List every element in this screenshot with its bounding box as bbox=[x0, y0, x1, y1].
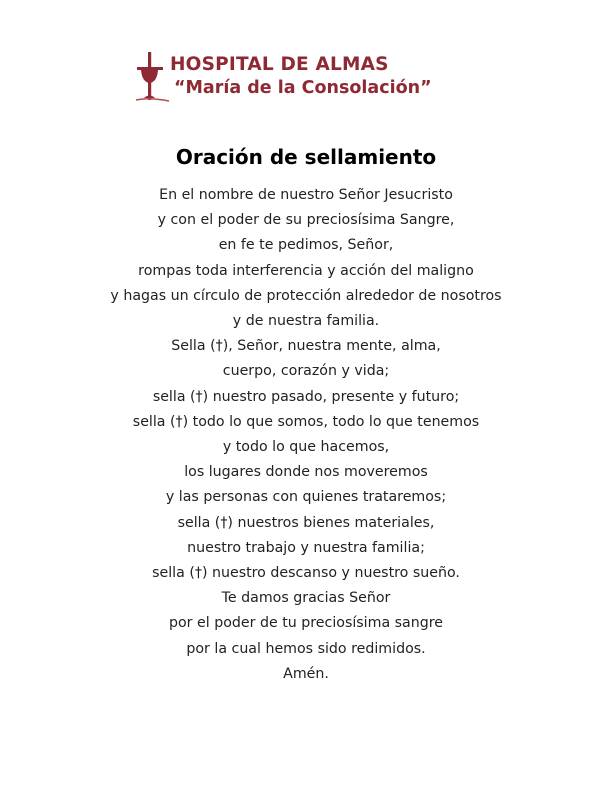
prayer-line: sella (†) nuestros bienes materiales, bbox=[177, 514, 435, 531]
prayer-line: Te damos gracias Señor bbox=[221, 590, 391, 607]
prayer-line: rompas toda interferencia y acción del maligno bbox=[138, 262, 474, 279]
prayer-line: sella (†) nuestro pasado, presente y futuro; bbox=[152, 388, 460, 405]
prayer-line: y las personas con quienes trataremos; bbox=[165, 489, 447, 506]
prayer-line: y todo lo que hacemos, bbox=[222, 439, 390, 456]
prayer-line: por la cual hemos sido redimidos. bbox=[186, 640, 426, 657]
cross-chalice-icon bbox=[133, 50, 173, 106]
prayer-title: Oración de sellamiento bbox=[175, 145, 437, 169]
prayer-line: Amén. bbox=[283, 665, 329, 682]
logo-subtitle: “María de la Consolación” bbox=[174, 78, 432, 98]
prayer-line: sella (†) nuestro descanso y nuestro sueño. bbox=[152, 565, 460, 582]
prayer-line: nuestro trabajo y nuestra familia; bbox=[187, 539, 425, 556]
prayer-line: y hagas un círculo de protección alrededor de nosotros bbox=[110, 287, 502, 304]
prayer-line: los lugares donde nos moveremos bbox=[184, 464, 428, 481]
logo-title: HOSPITAL DE ALMAS bbox=[170, 54, 389, 75]
prayer-line: por el poder de tu preciosísima sangre bbox=[169, 615, 443, 632]
prayer-line: Sella (†), Señor, nuestra mente, alma, bbox=[171, 338, 441, 355]
hospital-logo bbox=[133, 50, 433, 106]
prayer-line: y con el poder de su preciosísima Sangre, bbox=[157, 212, 455, 229]
prayer-line: sella (†) todo lo que somos, todo lo que tenemos bbox=[132, 413, 480, 430]
prayer-line: en fe te pedimos, Señor, bbox=[218, 237, 394, 254]
prayer-text bbox=[0, 183, 612, 687]
prayer-line: En el nombre de nuestro Señor Jesucristo bbox=[159, 187, 453, 203]
prayer-line: y de nuestra familia. bbox=[232, 313, 380, 330]
prayer-line: cuerpo, corazón y vida; bbox=[222, 363, 390, 380]
